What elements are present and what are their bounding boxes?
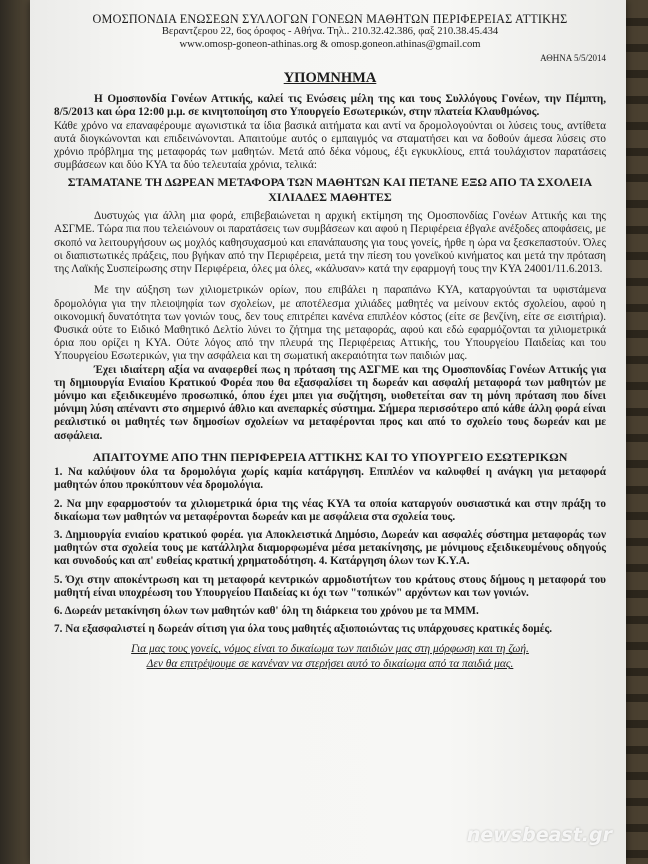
watermark: newsbeast.gr — [466, 824, 612, 846]
demands-list — [54, 466, 606, 636]
paragraph-1: Κάθε χρόνο να επαναφέρουμε αγωνιστικά τα ίδια βασικά αιτήματα και αντί να δρομολογούνται οι λύσεις τους, αντίθετα αυτά διογκώνονται και επιδεινώνονται. Απαιτούμε αυτός ο εμπαιγμός να σταματήσει και να δοθούν άμεσα λύσεις στο χρόνιο πρόβλημα της μεταφοράς των μαθητών. Μετά από δέκα νόμους, έξι εγκυκλίους, επτά τουλάχιστον παρατάσεις συμβάσεων και δύο ΚΥΑ τα δύο τελευταία χρόνια, τελικά: — [54, 119, 606, 172]
organization-name: ΟΜΟΣΠΟΝΔΙΑ ΕΝΩΣΕΩΝ ΣΥΛΛΟΓΩΝ ΓΟΝΕΩΝ ΜΑΘΗΤΩΝ ΠΕΡΙΦΕΡΕΙΑΣ ΑΤΤΙΚΗΣ — [92, 12, 568, 26]
document-content — [54, 12, 606, 672]
paragraph-3: Με την αύξηση των χιλιομετρικών ορίων, που επιβάλει η παραπάνω ΚΥΑ, καταργούνται τα υφιστάμενα δρομολόγια για την πλειοψηφία των σχολείων, με αποτέλεσμα χιλιάδες μαθητές να μείνουν εκτός σχολείου, αφού η οικονομική δυνατότητα των γονιών τους, δεν τους επιτρέπει κανένα επιπλέον κόστος (είτε σε βενζίνη, είτε σε εισιτήρια). Φυσικά ούτε το Ειδικό Μαθητικό Δελτίο λύνει το ζήτημα της μεταφοράς, αφού και εδώ εφαρμόζονται τα χιλιομετρικά όρια που ορίζει η ΚΥΑ. Ούτε λόγος από την πλευρά της Περιφέρειας Αττικής, του Υπουργείου Παιδείας και του Υπουργείου Εσωτερικών, για την ασφάλεια και τη σωματική ακεραιότητα των παιδιών μας. — [54, 284, 606, 363]
organization-web: www.omosp-goneon-athinas.org & omosp.goneon.athinas@gmail.com — [179, 38, 481, 50]
demand-item: 6. Δωρεάν μετακίνηση όλων των μαθητών καθ' όλη τη διάρκεια του χρόνου με τα ΜΜΜ. — [54, 605, 479, 618]
paragraph-4: Έχει ιδιαίτερη αξία να αναφερθεί πως η πρόταση της ΑΣΓΜΕ και της Ομοσπονδίας Γονέων Αττικής για τη δημιουργία Ενιαίου Κρατικού Φορέα που θα εξασφαλίσει τη δωρεάν και ασφαλή μεταφορά των μαθητών με μόνιμο και εξειδικευμένο προσωπικό, όπου έχει μπει για συζήτηση, υιοθετείται σαν τη μόνη πρόταση που δίνει μόνιμη λύση απέναντι στο σημερινό άθλιο και ανεπαρκές σύστημα. Σήμερα περισσότερο από κάθε άλλη φορά είναι ρεαλιστικό οι μαθητές των δημοσίων σχολείων να μεταφέρονται προς και από το σχολείο τους δωρεάν και με ασφάλεια. — [54, 363, 606, 442]
demand-item: 7. Να εξασφαλιστεί η δωρεάν σίτιση για όλα τους μαθητές αξιοποιώντας τις υπάρχουσες κρατικές δομές. — [54, 623, 553, 636]
intro-paragraph: Η Ομοσπονδία Γονέων Αττικής, καλεί τις Ενώσεις μέλη της και τους Συλλόγους Γονέων, την Πέμπτη, 8/5/2013 και ώρα 12:00 μ.μ. σε κινητοποίηση στο Υπουργείο Εσωτερικών, στην πλατεία Κλαυθμώνος. — [54, 93, 606, 119]
demand-item: 2. Να μην εφαρμοστούν τα χιλιομετρικά όρια της νέας ΚΥΑ τα οποία καταργούν ουσιαστικά και στην πράξη το δικαίωμα των μαθητών να μεταφέρονται δωρεάν και με ασφάλεια στα σχολεία τους. — [54, 497, 606, 523]
demand-item: 3. Δημιουργία ενιαίου κρατικού φορέα. για Αποκλειστικά Δημόσιο, Δωρεάν και ασφαλές σύστημα μεταφοράς των μαθητών στα σχολεία τους με κατάλληλα διαμορφωμένα μέσα μετακίνησης, με μόνιμους εξειδικευμένους οδηγούς και συνοδούς και απ' ευθείας κρατική χρηματοδότηση. 4. Κατάργηση όλων των Κ.Υ.Α. — [54, 528, 606, 568]
document-date: ΑΘΗΝΑ 5/5/2014 — [540, 53, 606, 64]
closing-statement — [54, 642, 606, 672]
document-page — [30, 0, 626, 864]
organization-address: Βεραντζερου 22, 6ος όροφος - Αθήνα. Τηλ.. 210.32.42.386, φαξ 210.38.45.434 — [161, 26, 499, 38]
demands-title: ΑΠΑΙΤΟΥΜΕ ΑΠΟ ΤΗΝ ΠΕΡΙΦΕΡΕΙΑ ΑΤΤΙΚΗΣ ΚΑΙ ΤΟ ΥΠΟΥΡΓΕΙΟ ΕΣΩΤΕΡΙΚΩΝ — [92, 449, 568, 464]
demand-item: 1. Να καλύψουν όλα τα δρομολόγια χωρίς καμία κατάργηση. Επιπλέον να καλυφθεί η ανάγκη για μεταφορά μαθητών όπου προκύπτουν νέα δρομολόγια. — [54, 466, 606, 492]
headline: ΣΤΑΜΑΤΑΝΕ ΤΗ ΔΩΡΕΑΝ ΜΕΤΑΦΟΡΑ ΤΩΝ ΜΑΘΗΤΩΝ ΚΑΙ ΠΕΤΑΝΕ ΕΞΩ ΑΠΟ ΤΑ ΣΧΟΛΕΙΑ ΧΙΛΙΑΔΕΣ ΜΑΘΗΤΕΣ — [67, 175, 593, 204]
paragraph-2: Δυστυχώς για άλλη μια φορά, επιβεβαιώνεται η αρχική εκτίμηση της Ομοσπονδίας Γονέων Αττικής και της ΑΣΓΜΕ. Τώρα πια που τελειώνουν οι παρατάσεις των συμβάσεων και αφού η Περιφέρεια έβγαλε ανέξοδες αποφάσεις, με σκοπό να λειτουργήσουν ως μοχλός καθησυχασμού και επανάπαυσης για τους γονείς, ήρθε η ώρα να ξεσκεπαστούν. Όλες οι διαπιστωτικές πράξεις, που βγήκαν από την Περιφέρεια, μετά την πίεση του γονεϊκού κινήματος και μετά την πρόταση της Λαϊκής Συσπείρωσης στην Περιφέρεια, όλες μα όλες, «κάλυσαν» κατά την εφαρμογή τους την ΚΥΑ 24001/11.6.2013. — [54, 210, 606, 276]
closing-line-1: Για μας τους γονείς, νόμος είναι το δικαίωμα των παιδιών μας στη μόρφωση και τη ζωή. — [131, 643, 529, 656]
document-title: ΥΠΟΜΝΗΜΑ — [283, 70, 377, 86]
closing-line-2: Δεν θα επιτρέψουμε σε κανέναν να στερήσει αυτό το δικαίωμα από τα παιδιά μας. — [146, 658, 514, 671]
demand-item: 5. Όχι στην αποκέντρωση και τη μεταφορά κεντρικών αρμοδιοτήτων του κράτους στους δήμους η μεταφορά του μαθητή είναι υποχρέωση του Υπουργείου Παιδείας κι όχι των "τοπικών" αρχόντων και των γονιών. — [54, 573, 606, 599]
